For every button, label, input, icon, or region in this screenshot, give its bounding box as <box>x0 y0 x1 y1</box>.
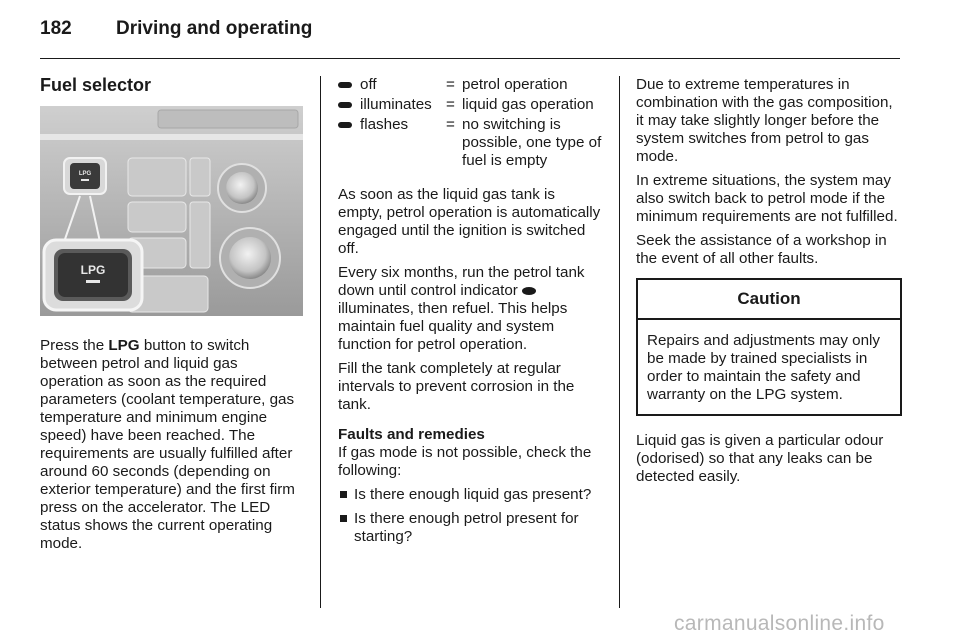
column-divider-2 <box>619 76 620 608</box>
large-lpg-label: LPG <box>80 263 106 277</box>
led-indicator-icon <box>338 102 352 108</box>
list-item: Is there enough petrol present for starting? <box>338 510 602 546</box>
faults-title: Faults and remedies <box>338 426 485 443</box>
page-header <box>40 18 312 40</box>
bullet-square-icon <box>340 491 347 498</box>
page-number: 182 <box>40 18 72 39</box>
section-title: Fuel selector <box>40 75 152 95</box>
paragraph-six-months: Every six months, run the petrol tank down until control indicator illuminates, then refuel. This helps maintain fuel quality and system function for petrol operation. <box>338 264 585 353</box>
led-indicator-icon <box>338 122 352 128</box>
paragraph-tank-empty: As soon as the liquid gas tank is empty, petrol operation is automatically engaged until the ignition is switched off. <box>338 186 601 257</box>
paragraph-fill-tank: Fill the tank completely at regular intervals to prevent corrosion in the tank. <box>338 360 575 413</box>
caution-box <box>636 278 902 416</box>
header-rule <box>40 58 900 59</box>
column-left <box>40 76 303 559</box>
column-middle <box>338 76 602 552</box>
caution-body: Repairs and adjustments may only be made by trained specialists in order to maintain the safety and warranty on the LPG system. <box>647 332 880 403</box>
status-row-off: off = petrol operation <box>338 76 602 94</box>
faults-checklist <box>338 486 602 546</box>
small-lpg-label: LPG <box>78 171 92 177</box>
led-status-list <box>338 76 602 170</box>
paragraph-extreme-temps: Due to extreme temperatures in combination with the gas composition, it may take slightly longer before the system switches from petrol to gas mode. <box>636 76 893 165</box>
lpg-button-illustration <box>40 106 303 316</box>
led-indicator-icon <box>338 82 352 88</box>
paragraph-odour: Liquid gas is given a particular odour (odorised) so that any leaks can be detected easily. <box>636 432 884 485</box>
control-indicator-icon <box>522 287 536 295</box>
watermark: carmanualsonline.info <box>674 612 885 635</box>
caution-title: Caution <box>638 280 900 320</box>
bullet-square-icon <box>340 515 347 522</box>
list-item: Is there enough liquid gas present? <box>338 486 602 504</box>
faults-intro: If gas mode is not possible, check the following: <box>338 444 592 479</box>
column-divider-1 <box>320 76 321 608</box>
status-row-illuminates: illuminates = liquid gas operation <box>338 96 602 114</box>
paragraph-workshop: Seek the assistance of a workshop in the event of all other faults. <box>636 232 887 267</box>
fuel-selector-paragraph: Press the LPG button to switch between petrol and liquid gas operation as soon as the required parameters (coolant temperature, gas temperature and minimum engine speed) have been reached. The requirements are usually fulfilled after around 60 seconds (depending on exterior temperature) and the first firm press on the accelerator. The LED status shows the current operating mode. <box>40 337 295 552</box>
page-title: Driving and operating <box>116 18 313 39</box>
status-row-flashes: flashes = no switching is possible, one type of fuel is empty <box>338 116 602 170</box>
lpg-bold: LPG <box>108 337 140 354</box>
column-right <box>636 76 902 492</box>
paragraph-extreme-situations: In extreme situations, the system may also switch back to petrol mode if the minimum requirements are not fulfilled. <box>636 172 898 225</box>
